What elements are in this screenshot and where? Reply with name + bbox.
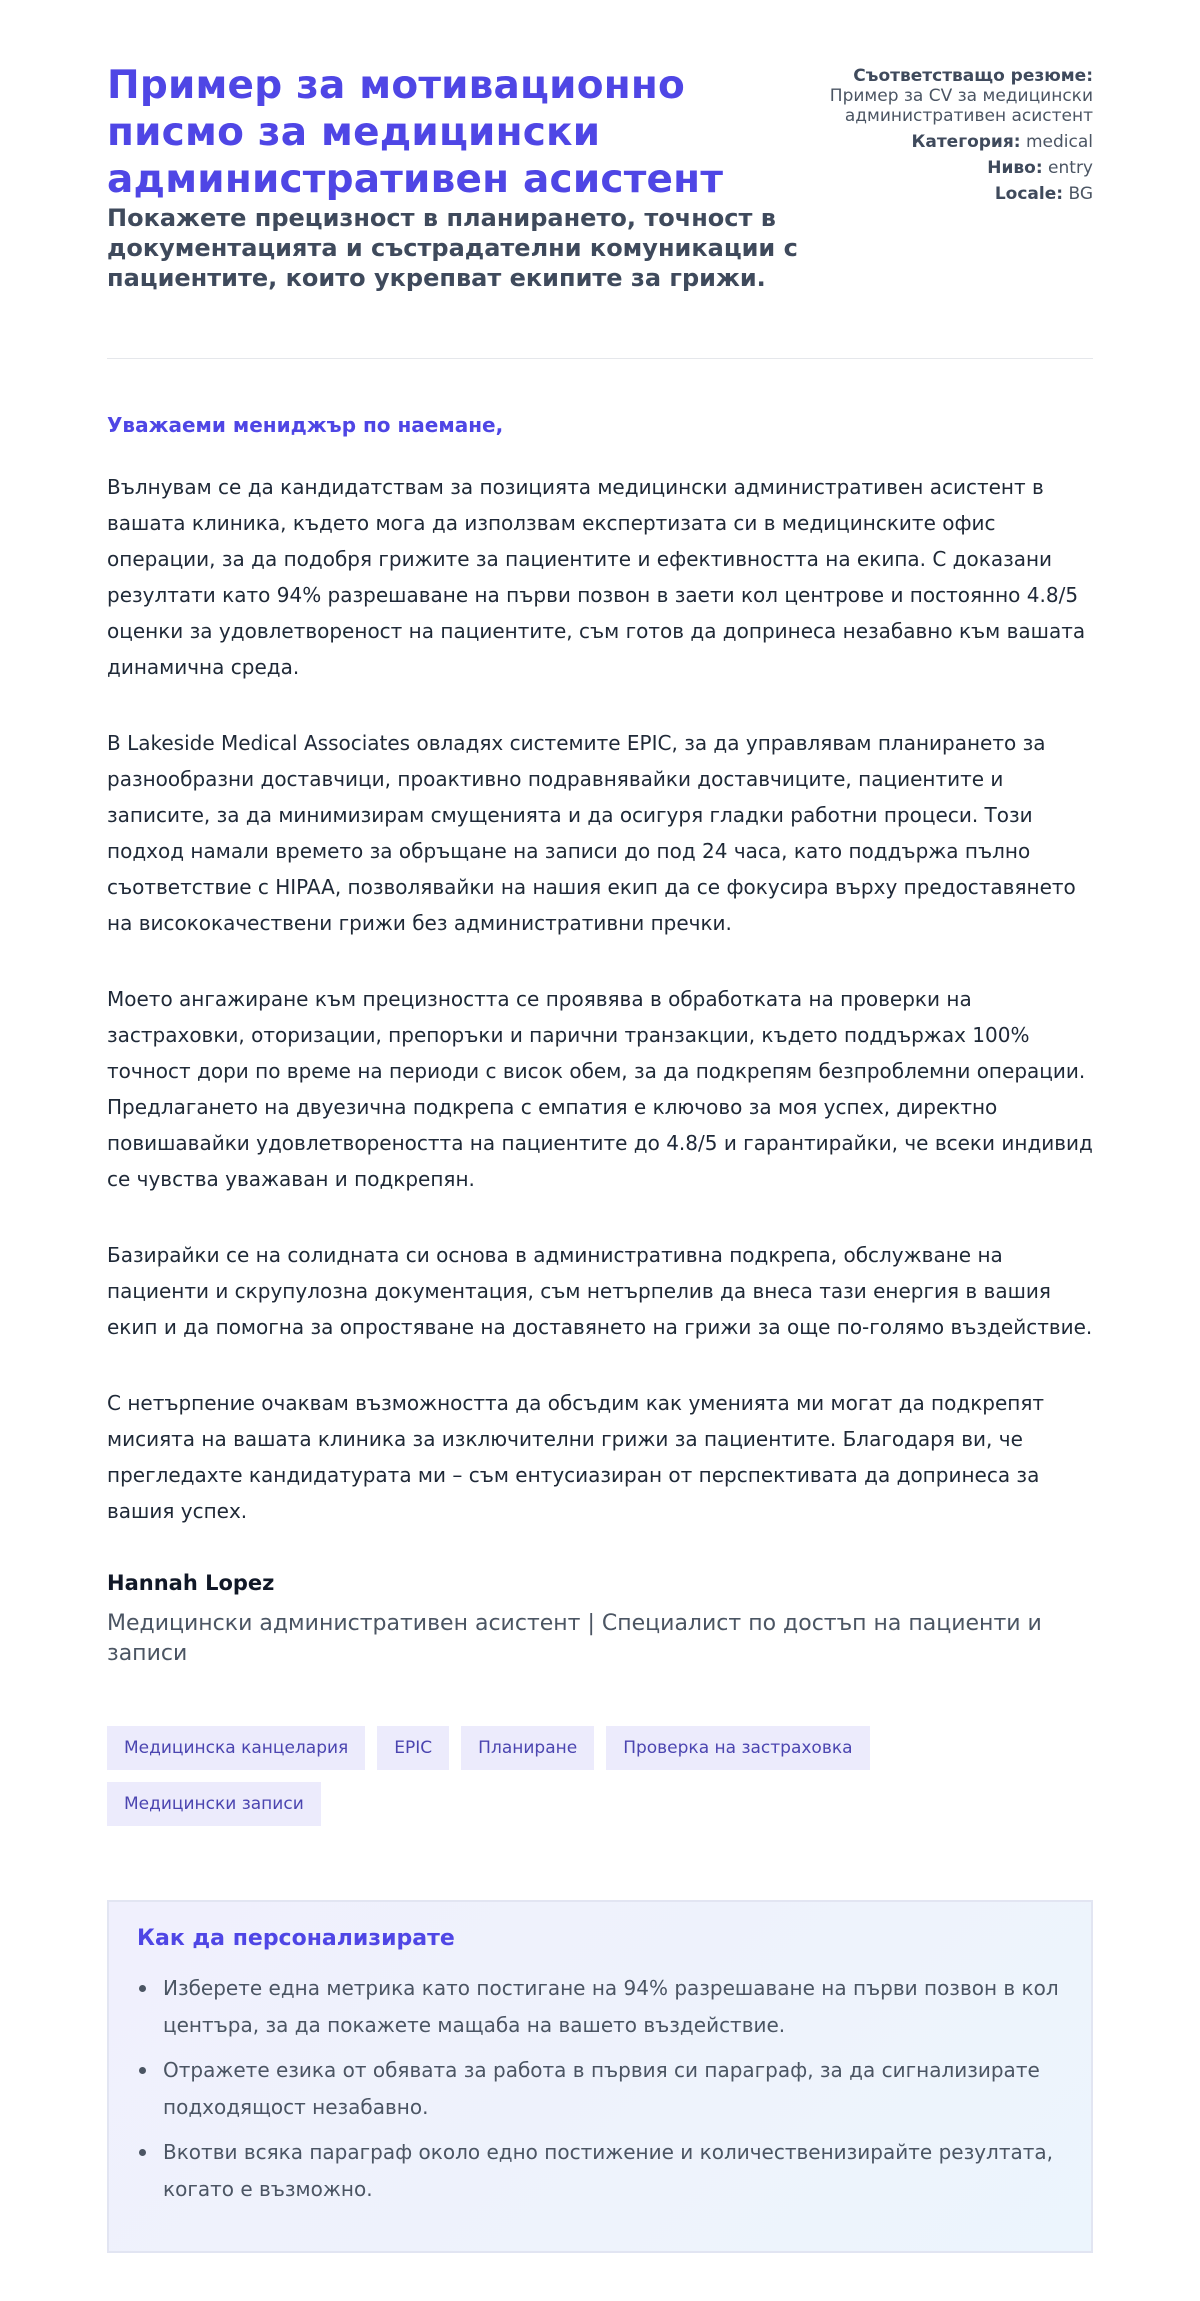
letter-paragraph: В Lakeside Medical Associates овладях системите EPIC, за да управлявам планирането за разнообразни доставчици, проактивно подравнявайки доставчиците, пациентите и записите, за да минимизирам смущенията и да осигуря гладки работни процеси. Този подход намали времето за обръщане на записи до под 24 часа, като поддържа пълно съответствие с HIPAA, позволявайки на нашия екип да се фокусира върху предоставянето на висококачествени грижи без административни пречки.: [107, 731, 1076, 935]
meta-panel: [803, 66, 1093, 210]
bullet-icon: [139, 2149, 146, 2156]
meta-level: [803, 158, 1093, 178]
skill-tag: Планиране: [461, 1726, 594, 1770]
letter-greeting: Уважаеми мениджър по наемане,: [107, 413, 504, 437]
skill-tag: EPIC: [377, 1726, 449, 1770]
page-header: [107, 0, 1093, 359]
letter-paragraph: С нетърпение очаквам възможността да обсъдим как уменията ми могат да подкрепят мисията на вашата клиника за изключителни грижи за пациентите. Благодаря ви, че прегледахте кандидатурата ми – съм ентусиазиран от перспективата да допринеса за вашия успех.: [107, 1391, 1045, 1523]
meta-resume-label: Съответстващо резюме:: [853, 66, 1093, 86]
meta-locale: [803, 184, 1093, 204]
cover-letter-page: [107, 0, 1093, 2253]
skill-tag: Проверка на застраховка: [606, 1726, 869, 1770]
skill-tag: Медицински записи: [107, 1782, 321, 1826]
tip-text: Отражете езика от обявата за работа в първия си параграф, за да сигнализирате подходящост незабавно.: [163, 2058, 1040, 2119]
meta-level-label: Ниво:: [987, 158, 1043, 178]
letter-paragraph: Моето ангажиране към прецизността се проявява в обработката на проверки на застраховки, оторизации, препоръки и парични транзакции, където поддържах 100% точност дори по време на периоди с висок обем, за да подкрепям безпроблемни операции. Предлагането на двуезична подкрепа с емпатия е ключово за моя успех, директно повишавайки удовлетвореността на пациентите до 4.8/5 и гарантирайки, че всеки индивид се чувства уважаван и подкрепян.: [107, 987, 1093, 1191]
personalization-tips: [107, 1900, 1093, 2253]
tip-text: Вкотви всяка параграф около едно постижение и количественизирайте резултата, когато е възможно.: [163, 2140, 1053, 2201]
signature-block: [107, 1569, 1093, 1669]
tips-title: Как да персонализирате: [137, 1926, 455, 1951]
letter-paragraphs: [107, 469, 1093, 1529]
page-subtitle: Покажете прецизност в планирането, точност в документацията и състрадателни комуникации с пациентите, които укрепват екипите за грижи.: [107, 204, 798, 292]
meta-category-label: Категория:: [911, 132, 1021, 152]
signature-title: Медицински административен асистент | Специалист по достъп на пациенти и записи: [107, 1611, 1042, 1666]
skill-tags: [107, 1726, 1093, 1826]
page-title: Пример за мотивационно писмо за медицински административен асистент: [107, 63, 724, 202]
signature-name: Hannah Lopez: [107, 1571, 275, 1595]
letter-paragraph: Вълнувам се да кандидатствам за позицията медицински административен асистент в вашата клиника, където мога да използвам експертизата си в медицинските офис операции, за да подобря грижите за пациентите и ефективността на екипа. С доказани резултати като 94% разрешаване на първи позвон в заети кол центрове и постоянно 4.8/5 оценки за удовлетвореност на пациентите, съм готов да допринеса незабавно към вашата динамична среда.: [107, 475, 1086, 679]
meta-category-value: medical: [1025, 132, 1093, 152]
tip-item: [137, 2052, 1063, 2126]
meta-resume-link[interactable]: Пример за CV за медицински административен асистент: [829, 86, 1093, 126]
tip-text: Изберете една метрика като постигане на 94% разрешаване на първи позвон в кол центъра, за да покажете мащаба на вашето въздействие.: [163, 1976, 1059, 2037]
tip-item: [137, 1970, 1063, 2044]
bullet-icon: [139, 2067, 146, 2074]
title-block: [107, 62, 807, 293]
meta-locale-label: Locale:: [994, 184, 1064, 204]
bullet-icon: [139, 1985, 146, 1992]
tips-list: [137, 1970, 1063, 2208]
meta-resume: [803, 66, 1093, 126]
meta-category: [803, 132, 1093, 152]
skill-tag: Медицинска канцелария: [107, 1726, 365, 1770]
tip-item: [137, 2134, 1063, 2208]
meta-locale-value: BG: [1068, 184, 1093, 204]
letter-paragraph: Базирайки се на солидната си основа в административна подкрепа, обслужване на пациенти и скрупулозна документация, съм нетърпелив да внеса тази енергия в вашия екип и да помогна за опростяване на доставянето на грижи за още по-голямо въздействие.: [107, 1243, 1093, 1339]
letter-body: [107, 411, 1093, 1529]
meta-level-value: entry: [1048, 158, 1093, 178]
